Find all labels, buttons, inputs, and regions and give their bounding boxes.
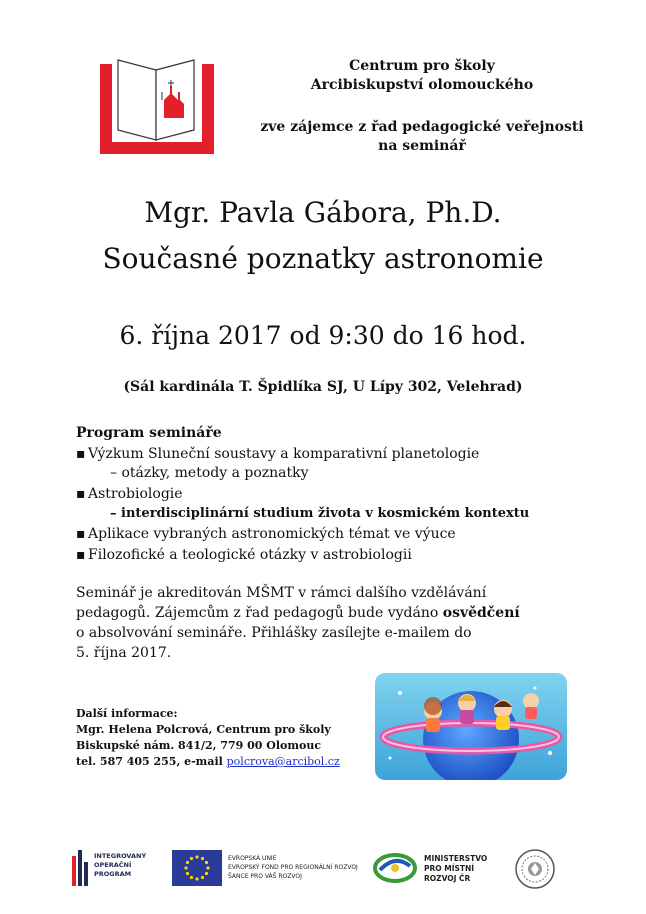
eu-flag-icon [172,850,222,886]
eu-logo-text: EVROPSKÁ UNIE EVROPSKÝ FOND PRO REGIONÁLNÍ ROZVOJ ŠANCE PRO VÁŠ ROZVOJ [228,855,358,880]
certificate-emphasis: osvědčení [442,605,520,621]
invitation-text: zve zájemce z řad pedagogické veřejnosti na seminář [260,119,584,154]
program-item: ▪ Filozofické a teologické otázky v astrobiologii [76,547,412,563]
contact-heading: Další informace: [76,707,178,720]
centrum-logo-icon [98,56,216,156]
contact-phone: tel. 587 405 255, e-mail [76,755,227,768]
speaker-name: Mgr. Pavla Gábora, Ph.D. [144,196,502,229]
seminar-date: 6. října 2017 od 9:30 do 16 hod. [119,321,527,350]
organization-name: Centrum pro školy Arcibiskupství olomouckého [310,58,534,93]
program-section [76,423,576,565]
program-subitem: – otázky, metody a poznatky [110,465,309,481]
contact-name: Mgr. Helena Polcrová, Centrum pro školy [76,723,331,736]
round-seal-icon [514,848,556,890]
iop-bars-icon [72,850,88,886]
program-subitem: – interdisciplinární studium života v kosmickém kontextu [110,506,530,521]
seminar-topic: Současné poznatky astronomie [102,242,544,275]
mmr-logo-text: MINISTERSTVO PRO MÍSTNÍ ROZVOJ ČR [424,854,488,883]
accreditation-paragraph: Seminář je akreditován MŠMT v rámci dalšího vzdělávání pedagogů. Zájemcům z řad pedagogů bude vydáno osvědčení o absolvování semináře. Přihlášky zasílejte e-mailem do 5. října 2017. [76,585,520,661]
contact-info [76,706,376,770]
mmr-logo-icon [372,850,418,886]
contact-email-link[interactable]: polcrova@arcibol.cz [226,755,340,768]
program-heading: Program semináře [76,425,222,441]
seminar-venue: (Sál kardinála T. Špidlíka SJ, U Lípy 302, Velehrad) [123,379,523,395]
program-item: ▪ Aplikace vybraných astronomických témat ve výuce [76,526,456,542]
children-on-planet-illustration [375,673,567,780]
program-item: ▪ Astrobiologie [76,486,183,502]
program-item: ▪ Výzkum Sluneční soustavy a komparativní planetologie [76,446,480,462]
iop-logo: INTEGROVANÝ OPERAČNÍ PROGRAM [72,850,172,888]
contact-address: Biskupské nám. 841/2, 779 00 Olomouc [76,739,322,752]
